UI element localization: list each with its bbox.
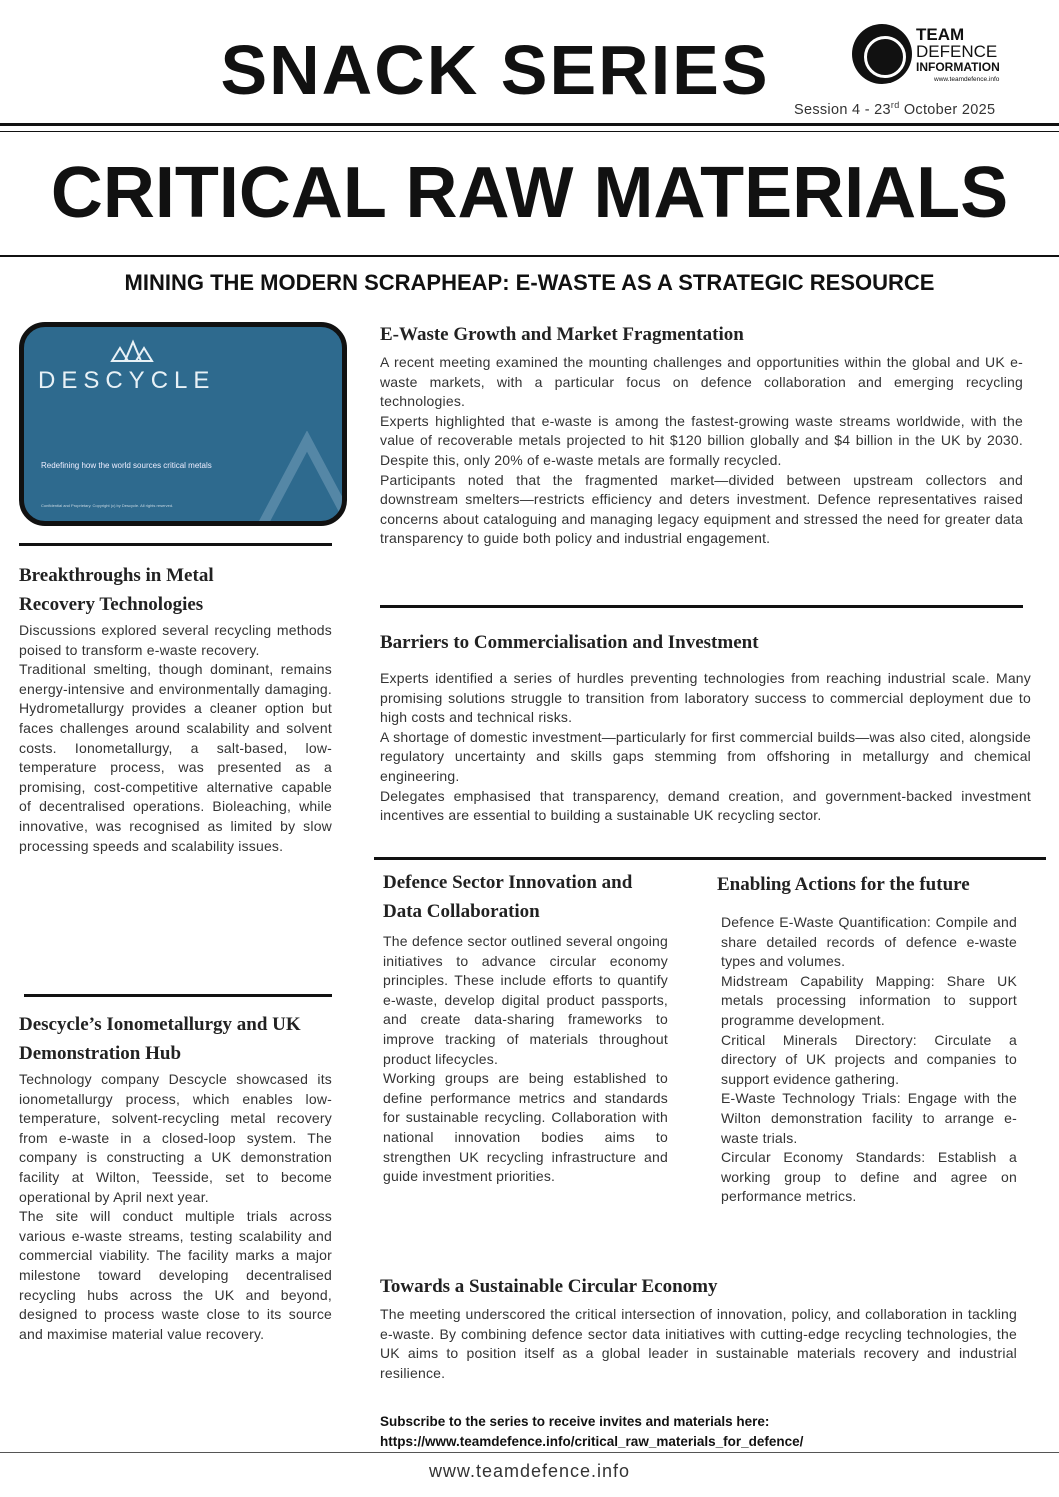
section-actions [717, 870, 1017, 1207]
session-text: October 2025 [899, 101, 996, 118]
action-item: E-Waste Technology Trials: Engage with the Wilton demonstration facility to arrange e-waste trials. [721, 1090, 1017, 1146]
logo-text: INFORMATION [916, 60, 1000, 74]
section-growth [380, 320, 1023, 549]
logo-url: www.teamdefence.info [934, 76, 1000, 83]
divider [0, 123, 1059, 126]
action-item: Defence E-Waste Quantification: Compile and share detailed records of defence e-waste types and volumes. [721, 914, 1017, 970]
paragraph: A shortage of domestic investment—particularly for first commercial builds—was also cited, alongside regulatory uncertainty and skills gaps stemming from offshoring in metallurgy and chemical engineering. [380, 728, 1031, 784]
section-circular [380, 1272, 1017, 1383]
section-heading: Descycle’s Ionometallurgy and UK Demonstration Hub [19, 1014, 301, 1064]
divider [380, 605, 1023, 608]
paragraph: The meeting underscored the critical intersection of innovation, policy, and collaboration in tackling e-waste. By combining defence sector data initiatives with cutting-edge recycling technologies, the UK aims to position itself as a global leader in sustainable materials recovery and industrial resilience. [380, 1306, 1017, 1381]
action-item: Critical Minerals Directory: Circulate a directory of UK projects and companies to support evidence gathering. [721, 1031, 1017, 1087]
paragraph: Participants noted that the fragmented market—divided between upstream collectors and downstream smelters—restricts efficiency and deters investment. Defence representatives raised concerns about cataloguing and managing legacy equipment and stressed the need for greater data transparency to guide both policy and industrial engagement. [380, 471, 1023, 547]
footer-url[interactable]: www.teamdefence.info [428, 1461, 631, 1481]
subscribe-text: Subscribe to the series to receive invites and materials here: [380, 1414, 770, 1429]
descycle-brand: DESCYCLE [38, 367, 216, 394]
paragraph: Technology company Descycle showcased its ionometallurgy process, which enables low-temperature, solvent-recycling metal recovery from e-waste in a closed-loop system. The company is constructing a UK demonstration facility at Wilton, Teesside, set to become operational by April next year. [19, 1071, 332, 1205]
logo-text: DEFENCE [916, 42, 998, 61]
paragraph: Discussions explored several recycling methods poised to transform e-waste recovery. [19, 622, 332, 658]
section-heading: Defence Sector Innovation and Data Collaboration [383, 872, 633, 922]
subscribe-note [380, 1412, 803, 1452]
action-item: Midstream Capability Mapping: Share UK metals processing information to support programme development. [721, 972, 1017, 1028]
paragraph: The defence sector outlined several ongoing initiatives to advance circular economy principles. These include efforts to quantify e-waste, develop digital product passports, and create data-sharing frameworks to improve tracking of materials throughout product lifecycles. [383, 933, 668, 1067]
series-title: SNACK SERIES [220, 31, 770, 109]
action-item: Circular Economy Standards: Establish a working group to define and agree on performance metrics. [721, 1149, 1017, 1205]
section-heading: Breakthroughs in Metal Recovery Technologies [19, 565, 214, 615]
descycle-image [19, 322, 347, 526]
divider [0, 131, 1059, 132]
section-breakthroughs [19, 561, 332, 856]
session-date [794, 100, 995, 118]
team-defence-logo [852, 24, 1012, 92]
divider [24, 994, 332, 997]
paragraph: Delegates emphasised that transparency, demand creation, and government-backed investment incentives are essential to building a sustainable UK recycling sector. [380, 787, 1031, 824]
subscribe-link[interactable]: https://www.teamdefence.info/critical_raw_materials_for_defence/ [380, 1434, 804, 1449]
divider [19, 543, 332, 546]
divider [0, 255, 1059, 257]
paragraph: A recent meeting examined the mounting challenges and opportunities within the global and UK e-waste markets, with a particular focus on defence collaboration and emerging recycling technologies. [380, 354, 1023, 410]
paragraph: The site will conduct multiple trials across various e-waste streams, testing scalability and commercial viability. The facility marks a major milestone toward developing decentralised recycling hubs across the UK and beyond, designed to process waste close to its source and maximise material value recovery. [19, 1208, 332, 1342]
section-defence [383, 868, 668, 1187]
paragraph: Experts highlighted that e-waste is among the fastest-growing waste streams worldwide, with the value of recoverable metals projected to hit $120 billion globally and $4 billion in the UK by 2030. Despite this, only 20% of e-waste metals are formally recycled. [380, 412, 1023, 468]
descycle-tagline: Redefining how the world sources critical metals [41, 461, 212, 470]
paragraph: Experts identified a series of hurdles preventing technologies from reaching industrial scale. Many promising solutions struggle to transition from laboratory success to commercial deployment due to high costs and technical risks. [380, 670, 1031, 726]
paragraph: Traditional smelting, though dominant, remains energy-intensive and environmentally damaging. Hydrometallurgy provides a cleaner option but faces challenges around scalability and solvent costs. Ionometallurgy, a salt-based, low-temperature process, was presented as a promising, cost-competitive alternative capable of decentralised operations. Bioleaching, while innovative, was recognised as limited by slow processing speeds and scalability issues. [19, 661, 332, 854]
descycle-watermark-icon [252, 431, 347, 526]
divider [0, 1452, 1059, 1453]
section-barriers [380, 628, 1031, 826]
paragraph: Working groups are being established to define performance metrics and standards for sustainable recycling. Collaboration with national innovation bodies aims to strengthen UK recycling infrastructure and guide investment priorities. [383, 1070, 668, 1185]
section-heading: Enabling Actions for the future [717, 874, 970, 895]
descycle-mountain-icon [109, 339, 155, 363]
subtitle: MINING THE MODERN SCRAPHEAP: E-WASTE AS A STRATEGIC RESOURCE [124, 270, 935, 295]
divider [374, 857, 1046, 860]
page-title: CRITICAL RAW MATERIALS [50, 153, 1009, 233]
descycle-fine-print: Confidential and Proprietary. Copyright (c) by Descycle. All rights reserved. [41, 503, 174, 508]
logo-emblem-icon [852, 24, 912, 84]
session-sup: rd [890, 100, 900, 110]
section-heading: E-Waste Growth and Market Fragmentation [380, 324, 744, 345]
section-descycle [19, 1010, 332, 1344]
session-text: Session 4 - 23 [794, 101, 891, 118]
section-heading: Barriers to Commercialisation and Investment [380, 632, 759, 653]
section-heading: Towards a Sustainable Circular Economy [380, 1276, 718, 1297]
logo-text: TEAM [916, 25, 965, 44]
